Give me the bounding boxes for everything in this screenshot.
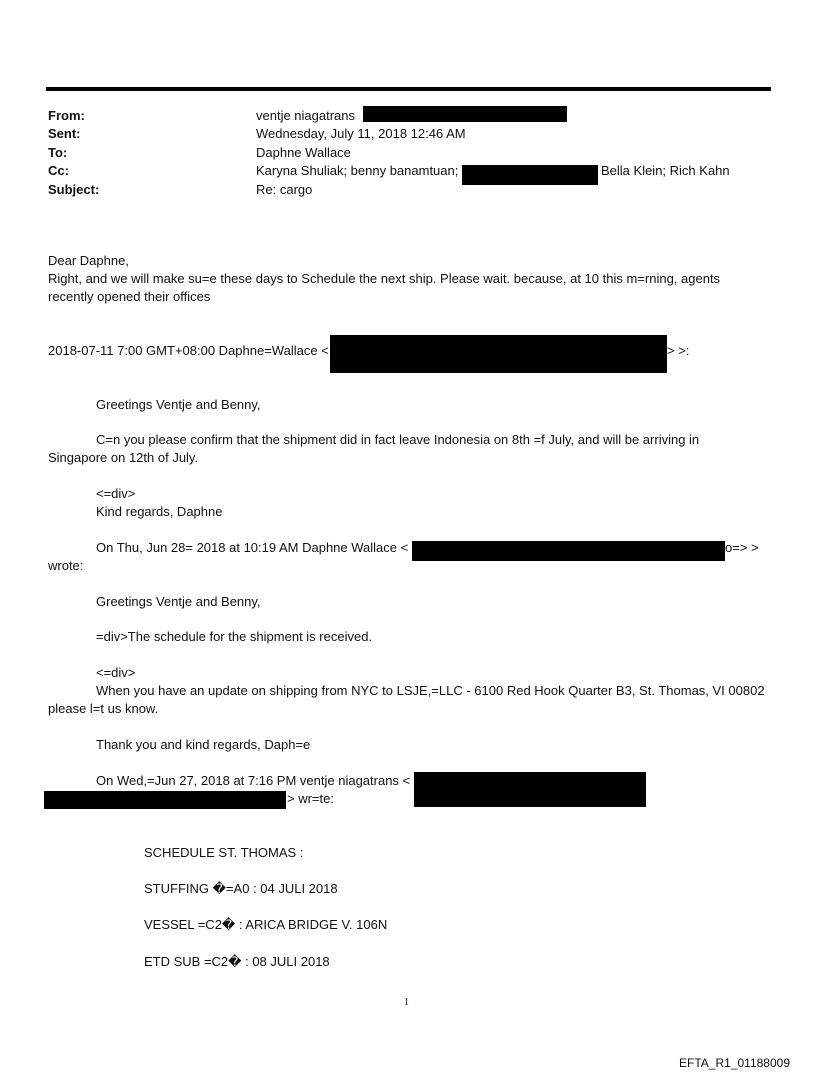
body-line: C=n you please confirm that the shipment did in fact leave Indonesia on 8th =f July, and will be arriving in xyxy=(96,432,700,447)
quote-header: On Thu, Jun 28= 2018 at 10:19 AM Daphne Wallace < xyxy=(96,540,409,555)
sent-value: Wednesday, July 11, 2018 12:46 AM xyxy=(256,126,466,141)
signoff: Kind regards, Daphne xyxy=(96,504,223,519)
cc-value-end: Bella Klein; Rich Kahn xyxy=(601,163,730,178)
sent-label: Sent: xyxy=(48,126,81,141)
redaction-block xyxy=(363,106,567,122)
quote-greeting: Greetings Ventje and Benny, xyxy=(96,594,261,609)
redaction-block xyxy=(44,791,286,809)
from-label: From: xyxy=(48,108,85,123)
body-line: wrote: xyxy=(48,558,84,573)
body-line: Right, and we will make su=e these days to Schedule the next ship. Please wait. because, at 10 this m=rning, agents xyxy=(48,271,721,286)
bates-number: EFTA_R1_01188009 xyxy=(679,1056,790,1070)
redaction-block xyxy=(330,335,667,373)
quote-wrote: > wr=te: xyxy=(287,791,334,806)
header-rule xyxy=(46,87,771,91)
body-line: =div>The schedule for the shipment is received. xyxy=(96,629,373,644)
subject-value: Re: cargo xyxy=(256,182,313,197)
body-line: <=div> xyxy=(96,665,136,680)
body-line: When you have an update on shipping from NYC to LSJE,=LLC - 6100 Red Hook Quarter B3, St. Thomas, VI 00802 xyxy=(96,683,765,698)
body-line: please l=t us know. xyxy=(48,701,159,716)
quote-header-tail: o=> > xyxy=(725,540,759,555)
redaction-block xyxy=(414,772,646,807)
page-number: 1 xyxy=(404,997,409,1008)
schedule-line: VESSEL =C2� : ARICA BRIDGE V. 106N xyxy=(144,917,388,932)
redaction-block xyxy=(462,165,598,185)
quote-header-tail: > >: xyxy=(667,343,690,358)
greeting: Dear Daphne, xyxy=(48,253,129,268)
cc-value-start: Karyna Shuliak; benny banamtuan; xyxy=(256,163,459,178)
to-value: Daphne Wallace xyxy=(256,145,351,160)
quote-greeting: Greetings Ventje and Benny, xyxy=(96,397,261,412)
to-label: To: xyxy=(48,145,68,160)
redaction-block xyxy=(412,541,725,561)
subject-label: Subject: xyxy=(48,182,100,197)
cc-label: Cc: xyxy=(48,163,69,178)
schedule-line: ETD SUB =C2� : 08 JULI 2018 xyxy=(144,954,330,969)
body-line: <=div> xyxy=(96,486,136,501)
body-line: recently opened their offices xyxy=(48,289,211,304)
quote-header: 2018-07-11 7:00 GMT+08:00 Daphne=Wallace < xyxy=(48,343,329,358)
from-value: ventje niagatrans xyxy=(256,108,356,123)
quote-header: On Wed,=Jun 27, 2018 at 7:16 PM ventje niagatrans < xyxy=(96,773,411,788)
body-line: Singapore on 12th of July. xyxy=(48,450,199,465)
signoff: Thank you and kind regards, Daph=e xyxy=(96,737,311,752)
schedule-line: STUFFING �=A0 : 04 JULI 2018 xyxy=(144,881,338,896)
schedule-title: SCHEDULE ST. THOMAS : xyxy=(144,845,304,860)
